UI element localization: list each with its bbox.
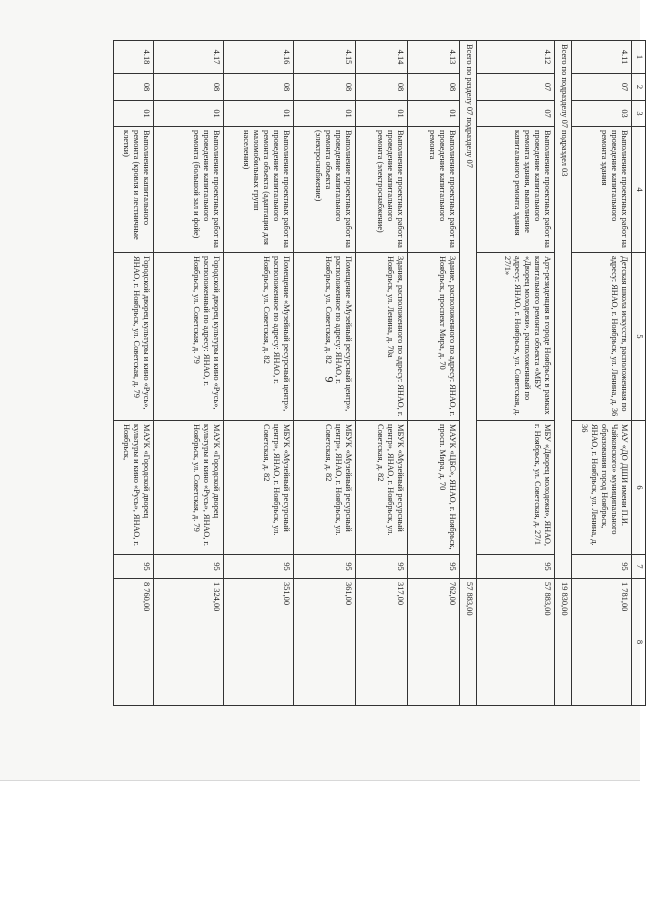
amount-cell: 351,00 xyxy=(224,579,294,706)
subsection-code-cell: 01 xyxy=(294,101,356,127)
table-row xyxy=(572,41,632,706)
amount-cell: 1 781,00 xyxy=(572,579,632,706)
section-code-cell: 07 xyxy=(572,74,632,101)
object-address-cell: Городской дворец культуры и кино «Русь», расположенный по адресу: ЯНАО, г. Ноябрьск, ул. Советская, д. 79 xyxy=(154,253,224,421)
subtotal-value: 57 883,00 xyxy=(460,579,477,706)
subsection-code-cell: 01 xyxy=(224,101,294,127)
code-cell: 95 xyxy=(154,555,224,579)
code-cell: 95 xyxy=(294,555,356,579)
code-cell: 95 xyxy=(224,555,294,579)
subtotal-label: Всего по подразделу 07 подраздел 03 xyxy=(555,41,572,579)
amount-cell: 762,00 xyxy=(408,579,460,706)
work-description-cell: Выполнение проектных работ на проведение капитального ремонта объекта (электроснабжение) xyxy=(294,127,356,253)
code-cell: 95 xyxy=(356,555,408,579)
table-row xyxy=(356,41,408,706)
header-cell: 5 xyxy=(632,253,646,421)
header-cell: 2 xyxy=(632,74,646,101)
amount-cell: 361,00 xyxy=(294,579,356,706)
work-description-cell: Выполнение капитального ремонта (кровля и лестничные клетки) xyxy=(114,127,154,253)
amount-cell: 1 324,00 xyxy=(154,579,224,706)
work-description-cell: Выполнение проектных работ на проведение капитального ремонта здания, выполнение капитального ремонта здания xyxy=(477,127,555,253)
code-cell: 95 xyxy=(477,555,555,579)
table-row xyxy=(408,41,460,706)
page-number: 9 xyxy=(322,376,337,383)
row-number-cell: 4.15 xyxy=(294,41,356,74)
organization-cell: МАУК «Городской дворец культуры и кино «Русь», ЯНАО, г. Ноябрьск, ул. Советская, д. 79 xyxy=(154,421,224,555)
header-cell: 6 xyxy=(632,421,646,555)
object-address-cell: Помещение «Музейный ресурсный центр», расположенное по адресу: ЯНАО, г. Ноябрьск, ул. Советская, д. 82 xyxy=(224,253,294,421)
table-row xyxy=(294,41,356,706)
row-number-cell: 4.13 xyxy=(408,41,460,74)
section-code-cell: 08 xyxy=(114,74,154,101)
organization-cell: МАУК «Городской дворец культуры и кино «Русь», ЯНАО, г. Ноябрьск, xyxy=(114,421,154,555)
section-code-cell: 08 xyxy=(154,74,224,101)
table-body xyxy=(114,41,646,706)
subtotal-label: Всего по разделу 07 подразделу 07 xyxy=(460,41,477,579)
amount-cell: 317,00 xyxy=(356,579,408,706)
amount-cell: 57 883,00 xyxy=(477,579,555,706)
work-description-cell: Выполнение проектных работ на проведение капитального ремонта здания xyxy=(572,127,632,253)
organization-cell: МБУК «Музейный ресурсный центр», ЯНАО, г. Ноябрьск, ул. Советская, д. 82 xyxy=(356,421,408,555)
subsection-code-cell: 07 xyxy=(477,101,555,127)
object-address-cell: Детская школа искусств, расположенная по адресу: ЯНАО, г. Ноябрьск, ул. Ленина, д. 36 xyxy=(572,253,632,421)
table-header-row xyxy=(632,41,646,706)
row-number-cell: 4.18 xyxy=(114,41,154,74)
row-number-cell: 4.17 xyxy=(154,41,224,74)
subtotal-row xyxy=(460,41,477,706)
organization-cell: МБУ «Дворец молодежи», ЯНАО, г. Ноябрьск, ул. Советская, д. 27/1 xyxy=(477,421,555,555)
budget-table xyxy=(113,40,646,706)
organization-cell: МАУ «ДО ДШИ имени П.И. Чайковского» муниципального образования город Ноябрьск, ЯНАО, г. Ноябрьск, ул. Ленина, д. 36 xyxy=(572,421,632,555)
subtotal-row xyxy=(555,41,572,706)
object-address-cell: Помещение «Музейный ресурсный центр», расположенное по адресу: ЯНАО, г. Ноябрьск, ул. Советская, д. 82 xyxy=(294,253,356,421)
code-cell: 95 xyxy=(572,555,632,579)
subsection-code-cell: 03 xyxy=(572,101,632,127)
header-cell: 1 xyxy=(632,41,646,74)
section-code-cell: 08 xyxy=(294,74,356,101)
row-number-cell: 4.11 xyxy=(572,41,632,74)
code-cell: 95 xyxy=(114,555,154,579)
object-address-cell: Арт-резиденция в городе Ноябрьск в рамках капитального ремонта объекта «МБУ «Дворец молодежи», расположенный по адресу: ЯНАО, г. Ноябрьск, ул. Советская, д. 27/1» xyxy=(477,253,555,421)
subsection-code-cell: 01 xyxy=(114,101,154,127)
row-number-cell: 4.12 xyxy=(477,41,555,74)
organization-cell: МАУК «ЦБС», ЯНАО, г. Ноябрьск, просп. Мира, д. 70 xyxy=(408,421,460,555)
object-address-cell: Городской дворец культуры и кино «Русь», ЯНАО, г. Ноябрьск, ул. Советская, д. 79 xyxy=(114,253,154,421)
subtotal-value: 19 830,00 xyxy=(555,579,572,706)
section-code-cell: 08 xyxy=(408,74,460,101)
table-row xyxy=(114,41,154,706)
code-cell: 95 xyxy=(408,555,460,579)
header-cell: 3 xyxy=(632,101,646,127)
table-row xyxy=(224,41,294,706)
rotated-table-container xyxy=(116,40,646,705)
header-cell: 7 xyxy=(632,555,646,579)
object-address-cell: Здание, расположенного по адресу: ЯНАО, г. Ноябрьск, проспект Мира, д. 70 xyxy=(408,253,460,421)
table-row xyxy=(477,41,555,706)
work-description-cell: Выполнение проектных работ на проведение капитального ремонта xyxy=(408,127,460,253)
subsection-code-cell: 01 xyxy=(356,101,408,127)
row-number-cell: 4.16 xyxy=(224,41,294,74)
section-code-cell: 08 xyxy=(356,74,408,101)
work-description-cell: Выполнение проектных работ на проведение капитального ремонта (электроснабжение) xyxy=(356,127,408,253)
subsection-code-cell: 01 xyxy=(408,101,460,127)
section-code-cell: 08 xyxy=(224,74,294,101)
header-cell: 4 xyxy=(632,127,646,253)
amount-cell: 8 760,00 xyxy=(114,579,154,706)
header-cell: 8 xyxy=(632,579,646,706)
organization-cell: МБУК «Музейный ресурсный центр», ЯНАО, г. Ноябрьск, ул. Советская, д. 82 xyxy=(224,421,294,555)
work-description-cell: Выполнение проектных работ на проведение капитального ремонта объекта (адаптация для маломобильных групп населения) xyxy=(224,127,294,253)
row-number-cell: 4.14 xyxy=(356,41,408,74)
subsection-code-cell: 01 xyxy=(154,101,224,127)
organization-cell: МБУК «Музейный ресурсный центр», ЯНАО, г. Ноябрьск, ул. Советская, д. 82 xyxy=(294,421,356,555)
section-code-cell: 07 xyxy=(477,74,555,101)
table-row xyxy=(154,41,224,706)
object-address-cell: Здания, расположенного по адресу: ЯНАО, г. Ноябрьск, ул. Ленина, д. 70а xyxy=(356,253,408,421)
work-description-cell: Выполнение проектных работ на проведение капитального ремонта (большой зал и фойе) xyxy=(154,127,224,253)
